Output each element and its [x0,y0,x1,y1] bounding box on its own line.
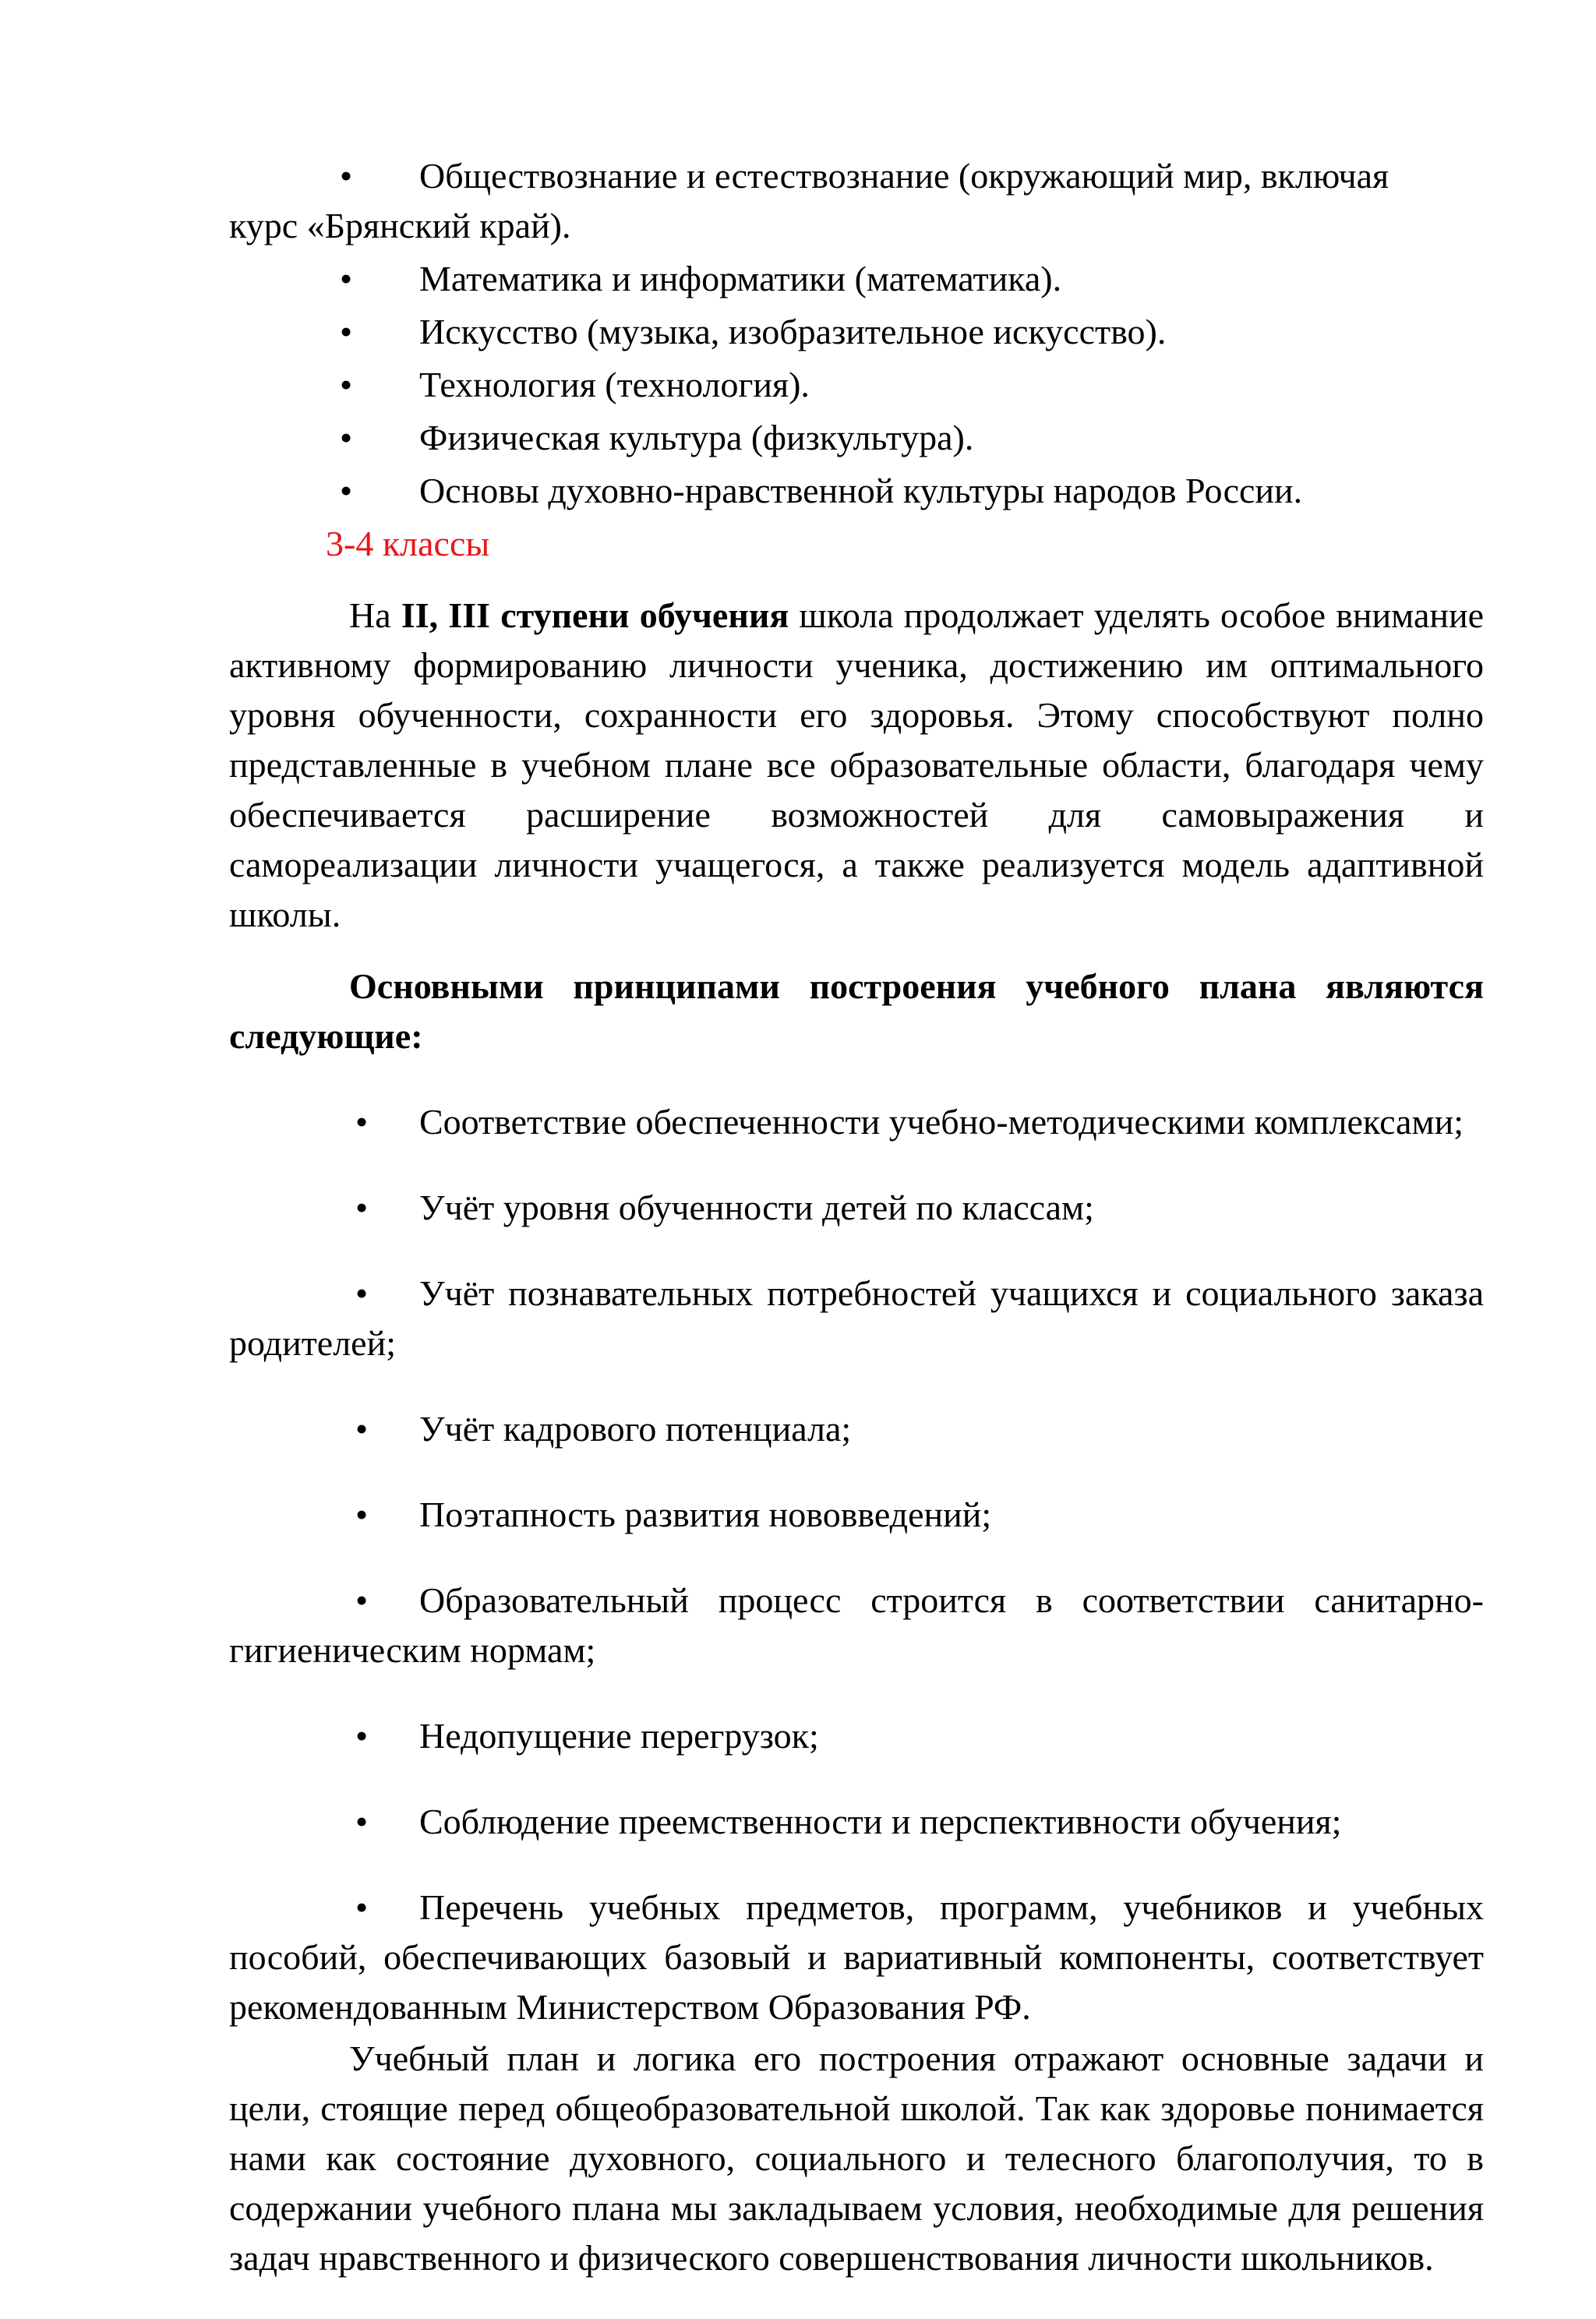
list-item [229,1490,1484,1540]
list-item-text: Образовательный процесс строится в соответствии санитарно-гигиеническим нормам; [229,1580,1484,1670]
list-item-text: Учёт познавательных потребностей учащихся и социального заказа родителей; [229,1273,1484,1363]
principles-list [229,1097,1484,2032]
bullet-icon: • [339,365,353,404]
list-item-text: Основы духовно-нравственной культуры народов России. [419,471,1303,510]
list-item-line [229,254,1484,304]
list-item-line [229,413,1484,463]
list-item [229,1576,1484,1675]
intro-rest: школа продолжает уделять особое внимание активному формированию личности ученика, достижению им оптимального уровня обученности, сохранности его здоровья. Этому способствуют полно представленные в учебном плане все образовательные области, благодаря чему обеспечивается расширение возможностей для самовыражения и самореализации личности учащегося, а также реализуется модель адаптивной школы. [229,595,1485,934]
list-item [229,1711,1484,1761]
bullet-icon: • [355,1580,369,1620]
bullet-icon: • [355,1495,369,1534]
grade-note: 3-4 классы [326,524,490,563]
bullet-icon: • [339,259,353,298]
principles-heading: Основными принципами построения учебного плана являются следующие: [229,966,1484,1056]
list-item-line [229,360,1484,410]
bullet-icon: • [339,312,353,351]
list-item-text: Технология (технология). [419,365,810,404]
closing-paragraph: Учебный план и логика его построения отражают основные задачи и цели, стоящие перед общеобразовательной школой. Так как здоровье понимается нами как состояние духовного, социального и телесного благополучия, то в содержании учебного плана мы закладываем условия, необходимые для решения задач нравственного и физического совершенствования личности школьников. [229,2038,1484,2278]
intro-paragraph [229,591,1484,940]
list-item-continuation: курс «Брянский край). [229,206,571,245]
bullet-icon: • [355,1716,369,1756]
list-item-text: Соблюдение преемственности и перспективности обучения; [419,1802,1342,1841]
list-item-line [229,151,1484,201]
list-item-text: Соответствие обеспеченности учебно-методическими комплексами; [419,1102,1464,1142]
list-item-text: Учёт уровня обученности детей по классам; [419,1188,1094,1227]
list-item [229,307,1484,357]
bullet-icon: • [355,1409,369,1449]
list-item-text: Недопущение перегрузок; [419,1716,819,1756]
document-body [229,151,1484,2319]
list-item [229,1183,1484,1233]
list-item [229,254,1484,304]
bullet-icon: • [355,1887,369,1927]
list-item [229,1797,1484,1847]
list-item-text: Физическая культура (физкультура). [419,418,974,457]
subjects-list [229,151,1484,516]
list-item [229,466,1484,516]
list-item-line [229,307,1484,357]
intro-bold-phrase: II, III ступени обучения [401,595,789,635]
list-item [229,1883,1484,2032]
list-item-text: Поэтапность развития нововведений; [419,1495,992,1534]
bullet-icon: • [355,1273,369,1313]
bullet-icon: • [355,1188,369,1227]
list-item-text: Перечень учебных предметов, программ, учебников и учебных пособий, обеспечивающих базовый и вариативный компоненты, соответствует рекомендованным Министерством Образования РФ. [229,1887,1484,2027]
list-item [229,1097,1484,1147]
list-item-line [229,466,1484,516]
bullet-icon: • [339,418,353,457]
list-item [229,1269,1484,1368]
list-item-text: Искусство (музыка, изобразительное искусство). [419,312,1167,351]
intro-lead: На [349,595,401,635]
bullet-icon: • [339,471,353,510]
list-item [229,413,1484,463]
list-item [229,1404,1484,1454]
list-item-text: Учёт кадрового потенциала; [419,1409,852,1449]
bullet-icon: • [355,1102,369,1142]
list-item-text: Обществознание и естествознание (окружающий мир, включая [419,156,1389,196]
bullet-icon: • [339,156,353,196]
bullet-icon: • [355,1802,369,1841]
list-item [229,151,1484,251]
list-item-text: Математика и информатики (математика). [419,259,1062,298]
list-item [229,360,1484,410]
